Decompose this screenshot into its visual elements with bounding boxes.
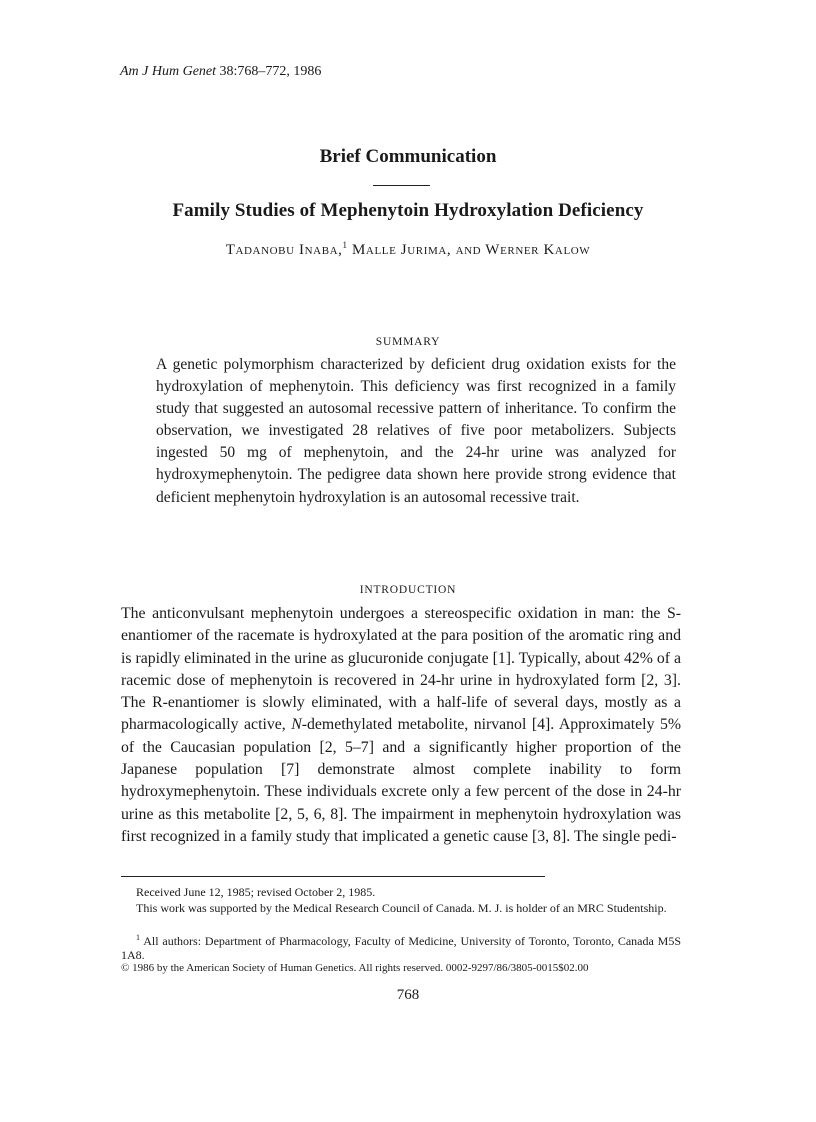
author-line	[0, 240, 816, 259]
intro-italic-n: N	[291, 716, 302, 734]
journal-citation	[120, 64, 321, 80]
affiliation-text: All authors: Department of Pharmacology, Faculty of Medicine, University of Toronto, Toronto, Canada M5S 1A8.	[121, 934, 682, 962]
funding-note: This work was supported by the Medical Research Council of Canada. M. J. is holder of an MRC Studentship.	[136, 901, 667, 915]
section-heading: Brief Communication	[319, 146, 497, 167]
summary-text: A genetic polymorphism characterized by deficient drug oxidation exists for the hydroxylation of mephenytoin. This deficiency was first recognized in a family study that suggested an autosomal recessive pattern of inheritance. To confirm the observation, we investigated 28 relatives of five poor metabolizers. Subjects ingested 50 mg of mephenytoin, and the 24-hr urine was analyzed for hydroxymephenytoin. The pedigree data shown here provide strong evidence that deficient mephenytoin hydroxylation is an autosomal recessive trait.	[156, 356, 676, 506]
affiliation-mark: 1	[136, 933, 140, 942]
author-others: Malle Jurima, and Werner Kalow	[352, 242, 591, 258]
summary-heading: SUMMARY	[375, 336, 441, 348]
affiliation-note	[121, 931, 681, 962]
page-number: 768	[396, 987, 420, 1003]
introduction-heading: INTRODUCTION	[359, 584, 457, 596]
journal-volume-pages: 38:768–772, 1986	[219, 64, 322, 79]
copyright-line: © 1986 by the American Society of Human Genetics. All rights reserved. 0002-9297/86/3805-0015$02.00	[121, 962, 589, 974]
author-inaba: Tadanobu Inaba,	[225, 242, 343, 258]
article-title: Family Studies of Mephenytoin Hydroxylation Deficiency	[172, 200, 644, 221]
received-dates: Received June 12, 1985; revised October 2, 1985.	[136, 885, 376, 899]
author-footnote-mark: 1	[342, 240, 348, 250]
introduction-paragraph	[121, 603, 681, 848]
footnote-divider	[121, 876, 545, 877]
title-divider	[373, 185, 430, 186]
intro-text-part1: The anticonvulsant mephenytoin undergoes a stereospecific oxidation in man: the S-enantiomer of the racemate is hydroxylated at the para position of the aromatic ring and is rapidly eliminated in the urine as glucuronide conjugate [1]. Typically, about 42% of a racemic dose of mephenytoin is recovered in 24-hr urine in hydroxylated form [2, 3]. The R-enantiomer is slowly eliminated, with a half-life of several days, mostly as a pharmacologically active,	[121, 605, 681, 734]
journal-name: Am J Hum Genet	[120, 64, 217, 79]
intro-text-part2: -demethylated metabolite, nirvanol [4]. Approximately 5% of the Caucasian population [2, 5–7] and a significantly higher proportion of the Japanese population [7] demonstrate almost complete inability to form hydroxymephenytoin. These individuals excrete only a few percent of the dose in 24-hr urine as this metabolite [2, 5, 6, 8]. The impairment in mephenytoin hydroxylation was first recognized in a family study that implicated a genetic cause [3, 8]. The single pedi-	[121, 716, 682, 845]
